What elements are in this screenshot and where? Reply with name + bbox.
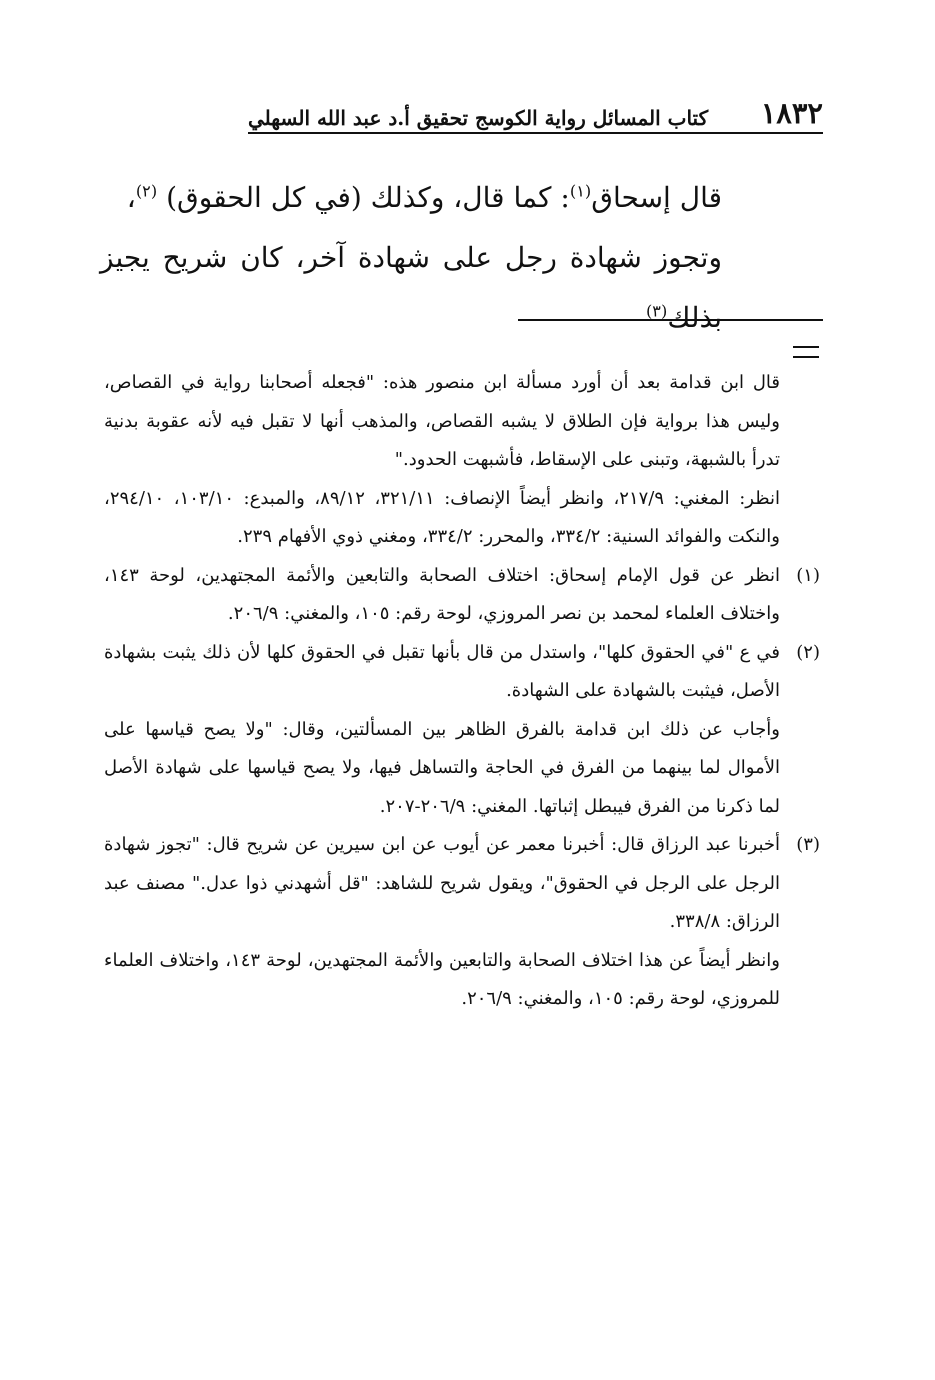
page-header: [248, 92, 823, 128]
page-number: ١٨٣٢: [760, 96, 823, 130]
footnote-1: [104, 557, 820, 634]
main-line-2: وتجوز شهادة رجل على شهادة آخر، كان شريح يجيز بذلك$^{(٣)}$: [100, 241, 722, 334]
footnote-paragraph: أخبرنا عبد الرزاق قال: أخبرنا معمر عن أيوب عن ابن سيرين عن شريح قال: "تجوز شهادة الرجل على الرجل في الحقوق"، ويقول شريح للشاهد: "قل أشهدني ذوا عدل." مصنف عبد الرزاق: ٣٣٨/٨.: [104, 834, 780, 932]
footnote-separator: [518, 319, 823, 321]
footnote-ref-3[interactable]: (٣): [645, 301, 668, 321]
footnote-number: (٣): [796, 834, 820, 855]
footnote-number: (١): [796, 564, 820, 586]
footnote-paragraph: في ع "في الحقوق كلها"، واستدل من قال بأنها تقبل في الحقوق كلها لأن ذلك يثبت بشهادة الأصل، فيثبت بالشهادة على الشهادة.: [104, 641, 780, 701]
footnotes: [104, 364, 820, 1019]
footnote-number: (٢): [796, 641, 820, 663]
main-text: [100, 168, 722, 348]
footnote-paragraph: انظر عن قول الإمام إسحاق: اختلاف الصحابة والتابعين والأئمة المجتهدين، لوحة ١٤٣، واختلاف العلماء لمحمد بن نصر المروزي، لوحة رقم: ١٠٥، والمغني: ٢٠٦/٩.: [104, 564, 780, 624]
continuation-mark: [793, 346, 819, 358]
footnote-3: [104, 826, 820, 1019]
footnote-ref-1[interactable]: (١): [569, 181, 592, 201]
continued-footnote-paragraph-2: انظر: المغني: ٢١٧/٩، وانظر أيضاً الإنصاف: ٣٢١/١١، ٨٩/١٢، والمبدع: ١٠٣/١٠، ٢٩٤/١٠، والنكت والفوائد السنية: ٣٣٤/٢، والمحرر: ٣٣٤/٢، ومغني ذوي الأفهام ٢٣٩.: [104, 487, 780, 547]
footnote-paragraph: وأجاب عن ذلك ابن قدامة بالفرق الظاهر بين المسألتين، وقال: "ولا يصح قياسها على الأموال لما بينهما من الفرق في الحاجة والتساهل فيها، ولا يصح قياسها على شهادة الأصل لما ذكرنا من الفرق فيبطل إثباتها. المغني: ٢٠٦/٩-٢٠٧.: [104, 718, 780, 817]
continued-footnote-paragraph-1: قال ابن قدامة بعد أن أورد مسألة ابن منصور هذه: "فجعله أصحابنا رواية في القصاص، وليس هذا برواية فإن الطلاق لا يشبه القصاص، والمذهب أنها لا تقبل فيه لأنه عقوبة بدنية تدرأ بالشبهة، وتبنى على الإسقاط، فأشبهت الحدود.": [104, 372, 780, 470]
footnote-2: [104, 634, 820, 827]
main-line-1: قال إسحاق$^{(١)}$: كما قال، وكذلك (في كل الحقوق) $^{(٢)}$،: [126, 181, 722, 214]
footnote-paragraph: وانظر أيضاً عن هذا اختلاف الصحابة والتابعين والأئمة المجتهدين، لوحة ١٤٣، واختلاف العلماء للمروزي، لوحة رقم: ١٠٥، والمغني: ٢٠٦/٩.: [104, 949, 780, 1009]
header-rule: [248, 132, 823, 134]
footnote-ref-2[interactable]: (٢): [135, 181, 158, 201]
running-title: كتاب المسائل رواية الكوسج تحقيق أ.د عبد الله السهلي: [248, 106, 709, 130]
